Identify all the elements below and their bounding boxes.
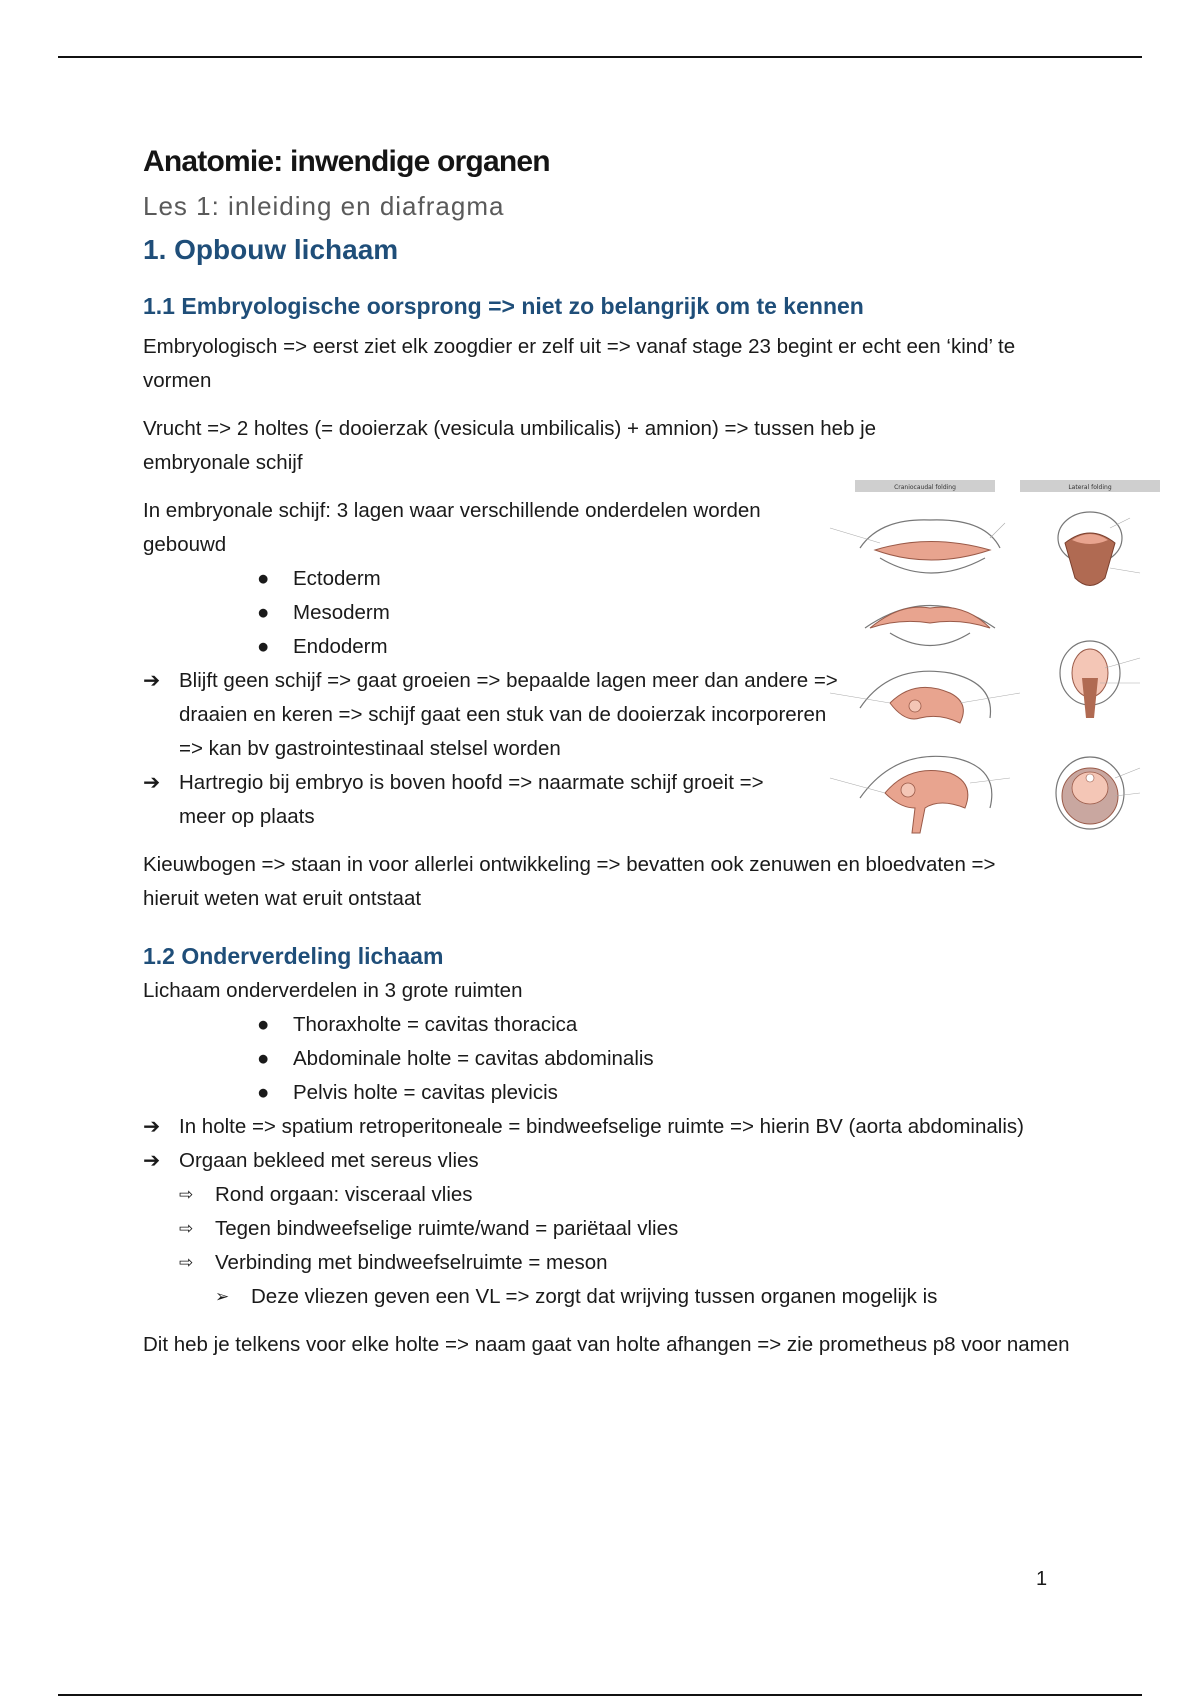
arrow-right-icon: ➔ [143,771,161,794]
figure-header-left-label: Craniocaudal folding [894,484,956,491]
stage-a-drawing [860,520,1000,573]
arrow-item: ➔ Blijft geen schijf => gaat groeien => bepaalde lagen meer dan andere => draaien en keren => schijf gaat een stuk van de dooierzak incorporeren => kan bv gastrointestinaal stelsel worden [143,664,839,766]
paragraph-onderverdelen: Lichaam onderverdelen in 3 grote ruimten [143,979,523,1002]
page-number: 1 [1036,1568,1048,1590]
lateral-stage-2-drawing [1060,641,1120,718]
document-subtitle: Les 1: inleiding en diafragma [143,191,505,221]
hollow-arrow-icon: ⇨ [179,1219,194,1238]
paragraph-vrucht: Vrucht => 2 holtes (= dooierzak (vesicula umbilicalis) + amnion) => tussen heb je embryonale schijf [143,417,877,474]
arrow-right-icon: ➔ [143,1149,161,1172]
list-item: ● Ectoderm [253,562,1073,596]
list-item: ● Abdominale holte = cavitas abdominalis [253,1042,1073,1076]
paragraph-embryologisch: Embryologisch => eerst ziet elk zoogdier er zelf uit => vanaf stage 23 begint er echt een ‘kind’ te vormen [143,335,1016,392]
embryo-folding-figure [820,478,1180,868]
sub-sub-list-item: ➢ Deze vliezen geven een VL => zorgt dat wrijving tussen organen mogelijk is [143,1280,1073,1314]
list-item: ● Mesoderm [253,596,1073,630]
arrow-right-icon: ➔ [143,1115,161,1138]
lateral-stage-3-drawing [1056,757,1124,829]
top-rule [58,56,1142,58]
arrow-item: ➔ In holte => spatium retroperitoneale = bindweefselige ruimte => hierin BV (aorta abdominalis) [143,1110,1059,1144]
list-item: ● Thoraxholte = cavitas thoracica [253,1008,1073,1042]
paragraph-kieuwbogen: Kieuwbogen => staan in voor allerlei ontwikkeling => bevatten ook zenuwen en bloedvaten => hieruit weten wat eruit ontstaat [143,853,996,910]
figure-header-right-label: Lateral folding [1068,484,1112,491]
list-item: ● Endoderm [253,630,1073,664]
bullet-icon: ● [257,1081,270,1104]
document-title: Anatomie: inwendige organen [143,145,550,178]
paragraph-embryonale-schijf: In embryonale schijf: 3 lagen waar verschillende onderdelen worden gebouwd [143,499,761,556]
section-heading-1-2: 1.2 Onderverdeling lichaam [143,943,444,969]
list-item: ● Pelvis holte = cavitas plevicis [253,1076,1073,1110]
arrow-item: ➔ Hartregio bij embryo is boven hoofd => naarmate schijf groeit => meer op plaats [143,766,799,834]
bullet-icon: ● [257,1047,270,1070]
section-heading-1-1: 1.1 Embryologische oorsprong => niet zo belangrijk om te kennen [143,293,864,319]
stage-d-drawing [860,756,992,833]
bullet-icon: ● [257,601,270,624]
section-heading-1: 1. Opbouw lichaam [143,234,399,265]
sub-list-item: ⇨ Tegen bindweefselige ruimte/wand = pariëtaal vlies [143,1212,1073,1246]
sub-list-item: ⇨ Rond orgaan: visceraal vlies [143,1178,1073,1212]
stage-b-drawing [865,606,995,646]
paragraph-prometheus: Dit heb je telkens voor elke holte => naam gaat van holte afhangen => zie prometheus p8 voor namen [143,1333,1070,1356]
bottom-rule [58,1694,1142,1696]
bullet-icon: ● [257,1013,270,1036]
hollow-arrow-icon: ⇨ [179,1253,194,1272]
arrow-right-icon: ➔ [143,669,161,692]
bullet-icon: ● [257,635,270,658]
cavities-list [143,1008,1073,1110]
sub-list-item: ⇨ Verbinding met bindweefselruimte = meson [143,1246,1073,1280]
hollow-arrow-icon: ⇨ [179,1185,194,1204]
arrowhead-icon: ➢ [215,1287,230,1306]
bullet-icon: ● [257,567,270,590]
lateral-stage-1-drawing [1058,512,1122,586]
arrow-item: ➔ Orgaan bekleed met sereus vlies [143,1144,1073,1178]
stage-c-drawing [860,671,991,723]
